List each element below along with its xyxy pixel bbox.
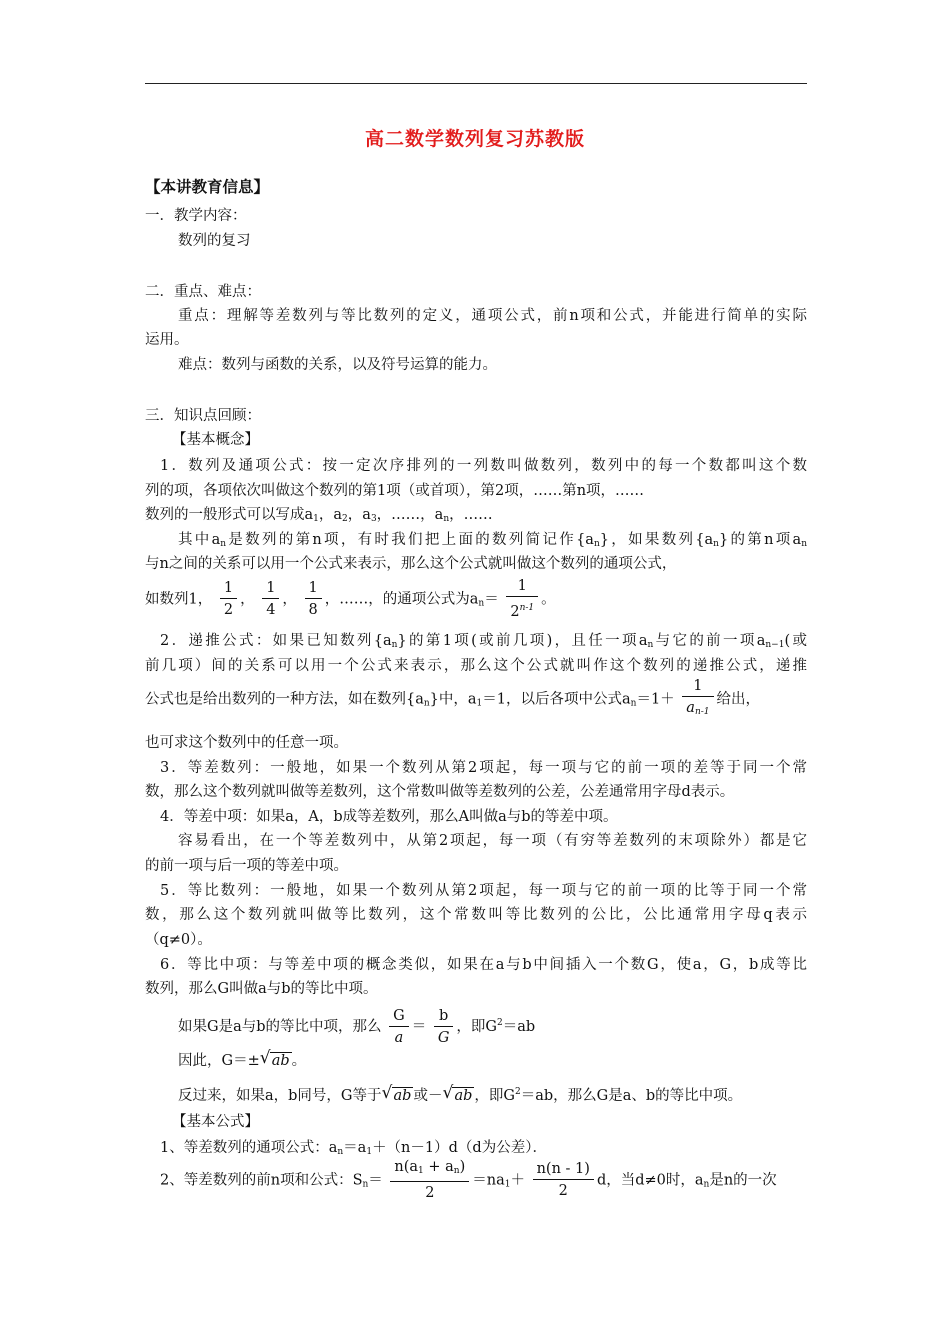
p6-line-c: 如果G是a与b的等比中项，那么 $\frac{G}{a}$ ＝ $\frac{b}{G}$ ，即$G^2=ab$ [178, 1000, 535, 1050]
p5-line-b: 数，那么这个数列就叫做等比数列，这个常数叫等比数列的公比，公比通常用字母q表示 [145, 907, 807, 923]
fraction-general-term: $\frac{1}{2^{n-1}}$ [506, 576, 538, 623]
p1-line-a: 1．数列及通项公式：按一定次序排列的一列数叫做数列，数列中的每一个数都叫这个数 [160, 458, 807, 474]
info-header: 【本讲教育信息】 [145, 178, 270, 196]
p2-line-a: 2．递推公式：如果已知数列$\{a_n\}$的第1项(或前几项)，且任一项$a_n$与它的前一项$a_{n-1}$(或 [160, 633, 807, 650]
p5-line-c: （q≠0）。 [145, 932, 212, 948]
formula-1: 1、等差数列的通项公式：$a_n=a_1+(n-1)d(d$为公差）． [160, 1140, 547, 1157]
section-1-heading: 一．教学内容： [145, 208, 247, 224]
sqrt-ab: √ ab [259, 1048, 290, 1069]
p3-line-a: 3．等差数列：一般地，如果一个数列从第2项起，每一项与它的前一项的差等于同一个常 [160, 760, 807, 776]
section-2-heading: 二．重点、难点： [145, 284, 261, 300]
p1-general-form: 数列的一般形式可以写成$a_1$，$a_2$，$a_3$，……，$a_n$，…… [145, 507, 493, 524]
fraction-eighth: $\frac{1}{8}$ [305, 578, 322, 621]
p4-line-b: 容易看出，在一个等差数列中，从第2项起，每一项（有穷等差数列的末项除外）都是它 [178, 833, 807, 849]
p2-line-b: 前几项）间的关系可以用一个公式来表示，那么这个公式就叫作这个数列的递推公式，递推 [145, 658, 807, 674]
sqrt-ab: √ ab [381, 1083, 412, 1104]
sqrt-ab: √ ab [442, 1083, 473, 1104]
key-points-line: 重点：理解等差数列与等比数列的定义，通项公式，前n项和公式，并能进行简单的实际 [178, 308, 807, 324]
p4-line-c: 的前一项与后一项的等差中项。 [145, 858, 348, 874]
p4-line-a: 4．等差中项：如果a，A，b成等差数列，那么A叫做a与b的等差中项。 [160, 809, 618, 825]
p6-line-b: 数列，那么G叫做a与b的等比中项。 [145, 981, 378, 997]
fraction-quarter: $\frac{1}{4}$ [262, 578, 279, 621]
p1-example: 如数列1， $\frac{1}{2}$ ， $\frac{1}{4}$ ， $\frac{1}{8}$ ，……，的通项公式为$a_n=$ $\frac{1}{2^{n-1}}$ 。 [145, 576, 556, 626]
fraction-half: $\frac{1}{2}$ [220, 578, 237, 621]
fraction-g-over-a: $\frac{G}{a}$ [389, 1006, 409, 1049]
document-title: 高二数学数列复习苏教版 [364, 128, 585, 150]
p2-line-d: 也可求这个数列中的任意一项。 [145, 735, 348, 751]
difficulty-line: 难点：数列与函数的关系，以及符号运算的能力。 [178, 357, 497, 373]
p5-line-a: 5．等比数列：一般地，如果一个数列从第2项起，每一项与它的前一项的比等于同一个常 [160, 883, 807, 899]
fraction-n-n-minus-1: $\frac{n(n - 1)}{2}$ [533, 1159, 594, 1202]
key-points-cont: 运用。 [145, 332, 189, 348]
header-rule [145, 83, 807, 84]
p2-line-c: 公式也是给出数列的一种方法，如在数列$\{a_n\}$中，$a_1=1$，以后各项中公式$a_n=1+$ $\frac{1}{a_{n-1}}$ 给出， [145, 676, 760, 727]
p1-line-b: 列的项，各项依次叫做这个数列的第1项（或首项），第2项，……第n项，…… [145, 483, 645, 499]
basic-formulas-heading: 【基本公式】 [172, 1114, 259, 1130]
p6-line-a: 6．等比中项：与等差中项的概念类似，如果在a与b中间插入一个数G，使a，G，b成等比 [160, 957, 807, 973]
p1-line-d: 其中$a_n$是数列的第n项，有时我们把上面的数列简记作$\{a_n\}$，如果数列$\{a_n\}$的第n项$a_n$ [178, 532, 807, 549]
p6-line-d: 因此，G＝± √ ab 。 [178, 1048, 307, 1069]
fraction-b-over-g: $\frac{b}{G}$ [434, 1006, 454, 1049]
fraction-sum-formula: $\frac{n(a_1 + a_n)}{2}$ [390, 1157, 469, 1204]
p1-line-e: 与n之间的关系可以用一个公式来表示，那么这个公式就叫做这个数列的通项公式， [145, 556, 677, 572]
p6-line-e: 反过来，如果a，b同号，G等于 √ ab 或－ √ ab ，即$G^2=ab$，那么G是a、b的等比中项。 [178, 1083, 743, 1104]
formula-2: 2、等差数列的前n项和公式：$S_n=$ $\frac{n(a_1 + a_n)}{2}$ $=na_1+$ $\frac{n(n - 1)}{2}$ d，当d≠0时，$a_n$是n的一次 [160, 1157, 777, 1208]
p3-line-b: 数，那么这个数列就叫做等差数列，这个常数叫做等差数列的公差，公差通常用字母d表示。 [145, 784, 735, 800]
fraction-recursive: $\frac{1}{a_{n-1}}$ [682, 676, 713, 723]
basic-concepts-heading: 【基本概念】 [172, 432, 259, 448]
section-3-heading: 三．知识点回顾： [145, 408, 261, 424]
section-1-content: 数列的复习 [178, 233, 251, 249]
